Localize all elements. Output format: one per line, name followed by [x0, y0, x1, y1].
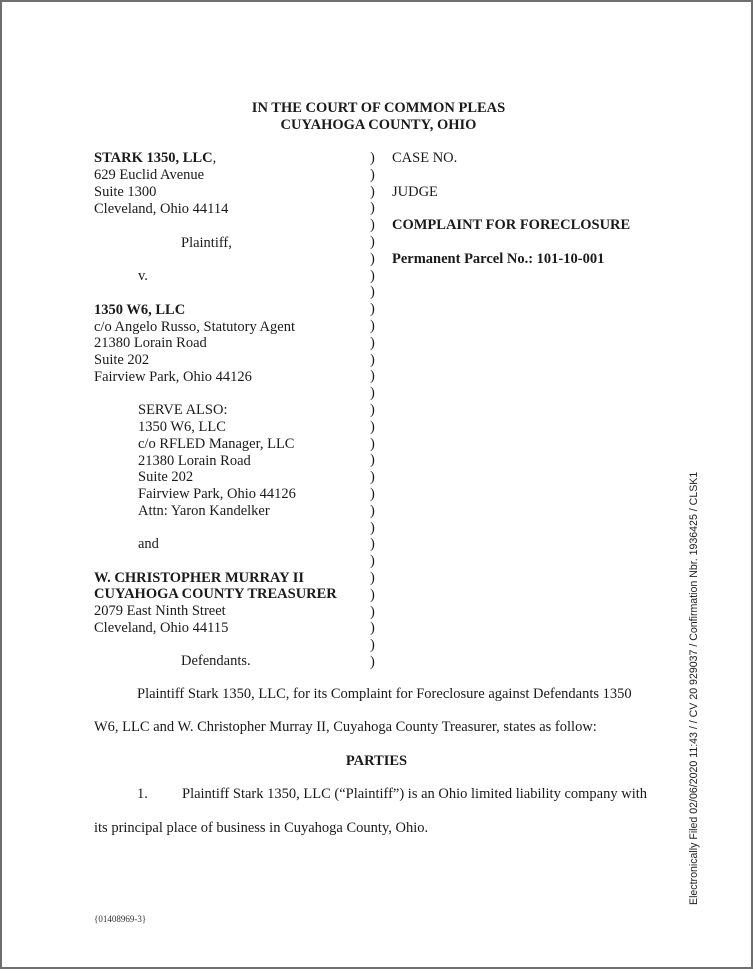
case-number-label: CASE NO. [392, 150, 458, 166]
serve-also-line: 1350 W6, LLC [138, 419, 226, 435]
court-heading [2, 100, 753, 134]
paragraph-1-line: Plaintiff Stark 1350, LLC (“Plaintiff”) is an Ohio limited liability company with [182, 786, 648, 802]
caption-paren: ) [370, 452, 375, 469]
serve-also-line: 21380 Lorain Road [138, 453, 251, 469]
caption-paren: ) [370, 536, 375, 553]
caption-paren: ) [370, 267, 375, 284]
caption-paren: ) [370, 351, 375, 368]
defendant1-name: 1350 W6, LLC [94, 302, 186, 318]
caption-paren: ) [370, 200, 375, 217]
caption-paren: ) [370, 250, 375, 267]
caption-paren: ) [370, 519, 375, 536]
caption-paren: ) [370, 570, 375, 586]
caption-paren: ) [370, 435, 375, 452]
caption-paren: ) [370, 150, 375, 166]
serve-also-line: Suite 202 [138, 469, 194, 485]
parties-heading: PARTIES [345, 753, 408, 769]
judge-label: JUDGE [392, 184, 438, 200]
caption-paren: ) [370, 368, 375, 385]
caption-paren: ) [370, 318, 375, 334]
defendant2-address-line: Cleveland, Ohio 44115 [94, 620, 229, 636]
versus: v. [138, 268, 148, 284]
serve-also-line: Attn: Yaron Kandelker [138, 503, 270, 519]
defendant1-address-line: Fairview Park, Ohio 44126 [94, 369, 252, 385]
caption-paren: ) [370, 166, 375, 183]
defendants-label: Defendants. [181, 653, 251, 669]
defendant2-name: W. CHRISTOPHER MURRAY II [94, 570, 305, 586]
plaintiff-address-line: 629 Euclid Avenue [94, 167, 205, 183]
caption-paren: ) [370, 334, 375, 351]
caption-paren: ) [370, 486, 375, 502]
serve-also-line: c/o RFLED Manager, LLC [138, 436, 295, 452]
court-name: IN THE COURT OF COMMON PLEAS [251, 100, 506, 116]
defendant1-address-line: c/o Angelo Russo, Statutory Agent [94, 319, 295, 335]
caption-paren: ) [370, 502, 375, 519]
plaintiff-name: STARK 1350, LLC, [94, 150, 217, 166]
defendant2-address-line: 2079 East Ninth Street [94, 603, 226, 619]
electronic-filing-stamp: Electronically Filed 02/06/2020 11:43 / / CV 20 929037 / Confirmation Nbr. 1936425 / CLSK1 [688, 471, 700, 905]
plaintiff-address-line: Cleveland, Ohio 44114 [94, 201, 229, 217]
caption-paren: ) [370, 654, 375, 670]
caption-paren: ) [370, 469, 375, 486]
defendant2-title: CUYAHOGA COUNTY TREASURER [94, 586, 337, 602]
caption-paren: ) [370, 620, 375, 637]
defendant1-address-line: 21380 Lorain Road [94, 335, 207, 351]
parcel-number: Permanent Parcel No.: 101-10-001 [392, 251, 605, 267]
caption-paren: ) [370, 217, 375, 234]
caption-paren: ) [370, 603, 375, 620]
caption-paren: ) [370, 234, 375, 250]
serve-also-line: Fairview Park, Ohio 44126 [138, 486, 296, 502]
caption-paren: ) [370, 637, 375, 654]
caption-paren: ) [370, 284, 375, 301]
serve-also-line: SERVE ALSO: [138, 402, 228, 418]
complaint-title: COMPLAINT FOR FORECLOSURE [392, 217, 631, 233]
paragraph-number: 1. [137, 786, 148, 802]
caption-paren: ) [370, 301, 375, 318]
caption-paren: ) [370, 586, 375, 603]
caption-paren: ) [370, 553, 375, 570]
defendant1-address-line: Suite 202 [94, 352, 150, 368]
plaintiff-label: Plaintiff, [181, 235, 232, 251]
plaintiff-address-line: Suite 1300 [94, 184, 157, 200]
caption-paren: ) [370, 183, 375, 200]
intro-paragraph-line: Plaintiff Stark 1350, LLC, for its Complaint for Foreclosure against Defendants 1350 [137, 686, 632, 702]
court-county: CUYAHOGA COUNTY, OHIO [280, 117, 477, 133]
caption-paren: ) [370, 402, 375, 418]
intro-paragraph-line: W6, LLC and W. Christopher Murray II, Cuyahoga County Treasurer, states as follow: [94, 719, 597, 735]
document-id-footer: {01408969-3} [94, 914, 147, 924]
caption-paren: ) [370, 385, 375, 402]
and-connector: and [138, 536, 159, 552]
caption-paren: ) [370, 418, 375, 435]
paragraph-1-line: its principal place of business in Cuyahoga County, Ohio. [94, 820, 429, 836]
